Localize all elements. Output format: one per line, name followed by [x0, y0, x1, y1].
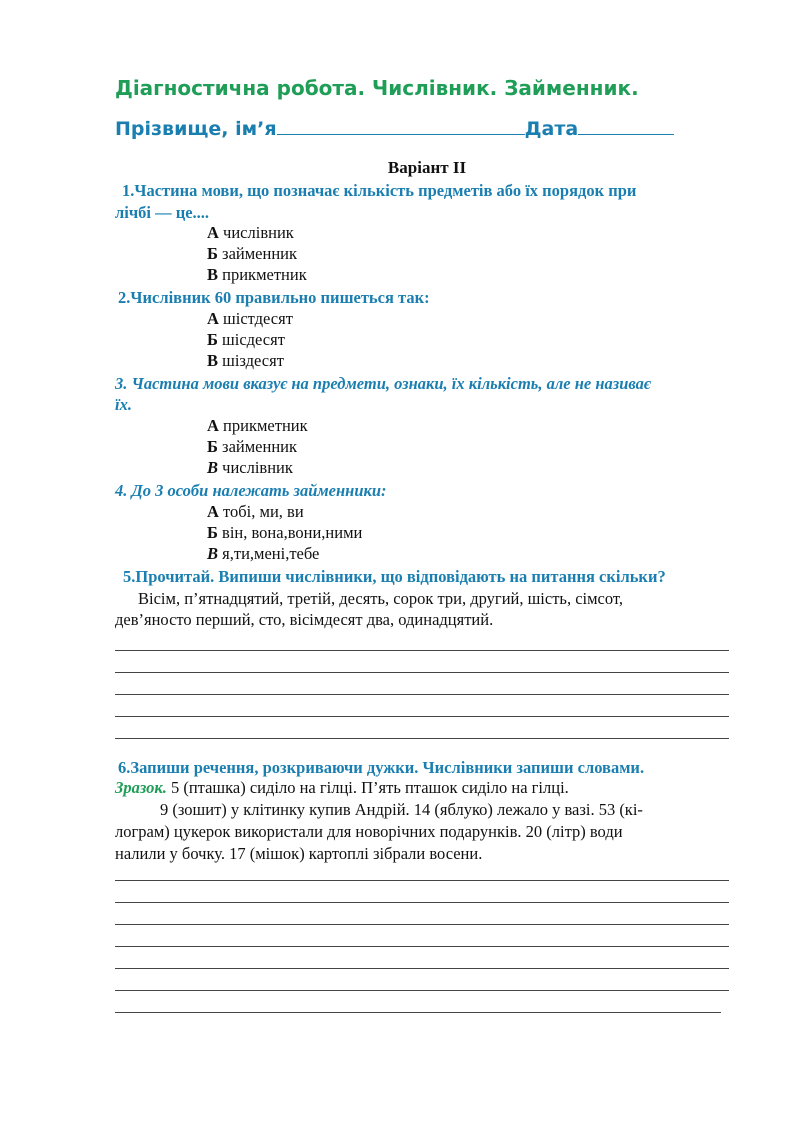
sample-label: Зразок.	[115, 778, 167, 797]
q6-text-line-1: 9 (зошит) у клітинку купив Андрій. 14 (яблуко) лежало у вазі. 53 (кі-	[160, 800, 643, 819]
question-3-line-2: їх.	[115, 395, 132, 414]
question-4-line-1: 4. До 3 особи належать займенники:	[115, 481, 387, 500]
q4-option-c[interactable]: В я,ти,мені,тебе	[207, 544, 320, 563]
q6-answer-line[interactable]	[115, 924, 729, 925]
sample-text: 5 (пташка) сиділо на гілці. П’ять пташок сиділо на гілці.	[166, 778, 569, 797]
name-date-line	[115, 118, 674, 140]
q6-text-line-2: лограм) цукерок використали для новорічних подарунків. 20 (літр) води	[115, 822, 623, 841]
q6-answer-line[interactable]	[115, 968, 729, 969]
q2-option-b[interactable]: Б шісдесят	[207, 330, 285, 349]
variant-heading: Варіант ІІ	[387, 158, 467, 177]
q3-option-b[interactable]: Б займенник	[207, 437, 297, 456]
question-2-line-1: 2.Числівник 60 правильно пишеться так:	[118, 288, 430, 307]
q1-option-a[interactable]: А числівник	[207, 223, 294, 242]
q4-option-a[interactable]: А тобі, ми, ви	[207, 502, 304, 521]
name-label: Прізвище, ім’я	[115, 118, 277, 140]
name-field[interactable]	[277, 118, 525, 135]
q5-answer-line[interactable]	[115, 650, 729, 651]
q5-answer-line[interactable]	[115, 716, 729, 717]
question-3-line-1: 3. Частина мови вказує на предмети, ознаки, їх кількість, але не називає	[115, 374, 651, 393]
q6-sample	[115, 778, 569, 798]
q1-option-c[interactable]: В прикметник	[207, 265, 307, 284]
q6-text-line-3: налили у бочку. 17 (мішок) картоплі зібрали восени.	[115, 844, 483, 863]
q3-option-a[interactable]: А прикметник	[207, 416, 308, 435]
q6-answer-line[interactable]	[115, 880, 729, 881]
q5-text-line-1: Вісім, п’ятнадцятий, третій, десять, сорок три, другий, шість, сімсот,	[138, 589, 624, 608]
q5-answer-line[interactable]	[115, 738, 729, 739]
q2-option-c[interactable]: В шіздесят	[207, 351, 284, 370]
q6-answer-line[interactable]	[115, 946, 729, 947]
q5-answer-line[interactable]	[115, 672, 729, 673]
question-5-line-1: 5.Прочитай. Випиши числівники, що відповідають на питання скільки?	[123, 567, 666, 586]
q6-answer-line[interactable]	[115, 990, 729, 991]
q6-answer-line[interactable]	[115, 1012, 721, 1013]
question-1-line-1: 1.Частина мови, що позначає кількість предметів або їх порядок при	[122, 181, 637, 200]
q1-option-b[interactable]: Б займенник	[207, 244, 297, 263]
page-title: Діагностична робота. Числівник. Займенник.	[115, 76, 639, 100]
date-label: Дата	[524, 118, 579, 140]
q2-option-a[interactable]: А шістдесят	[207, 309, 293, 328]
q5-text-line-2: дев’яносто перший, сто, вісімдесят два, одинадцятий.	[115, 610, 494, 629]
q4-option-b[interactable]: Б він, вона,вони,ними	[207, 523, 363, 542]
question-6-line-1: 6.Запиши речення, розкриваючи дужки. Числівники запиши словами.	[118, 758, 645, 777]
q6-answer-line[interactable]	[115, 902, 729, 903]
q3-option-c[interactable]: В числівник	[207, 458, 293, 477]
q5-answer-line[interactable]	[115, 694, 729, 695]
question-1-line-2: лічбі — це....	[115, 203, 210, 222]
date-field[interactable]	[578, 118, 674, 135]
